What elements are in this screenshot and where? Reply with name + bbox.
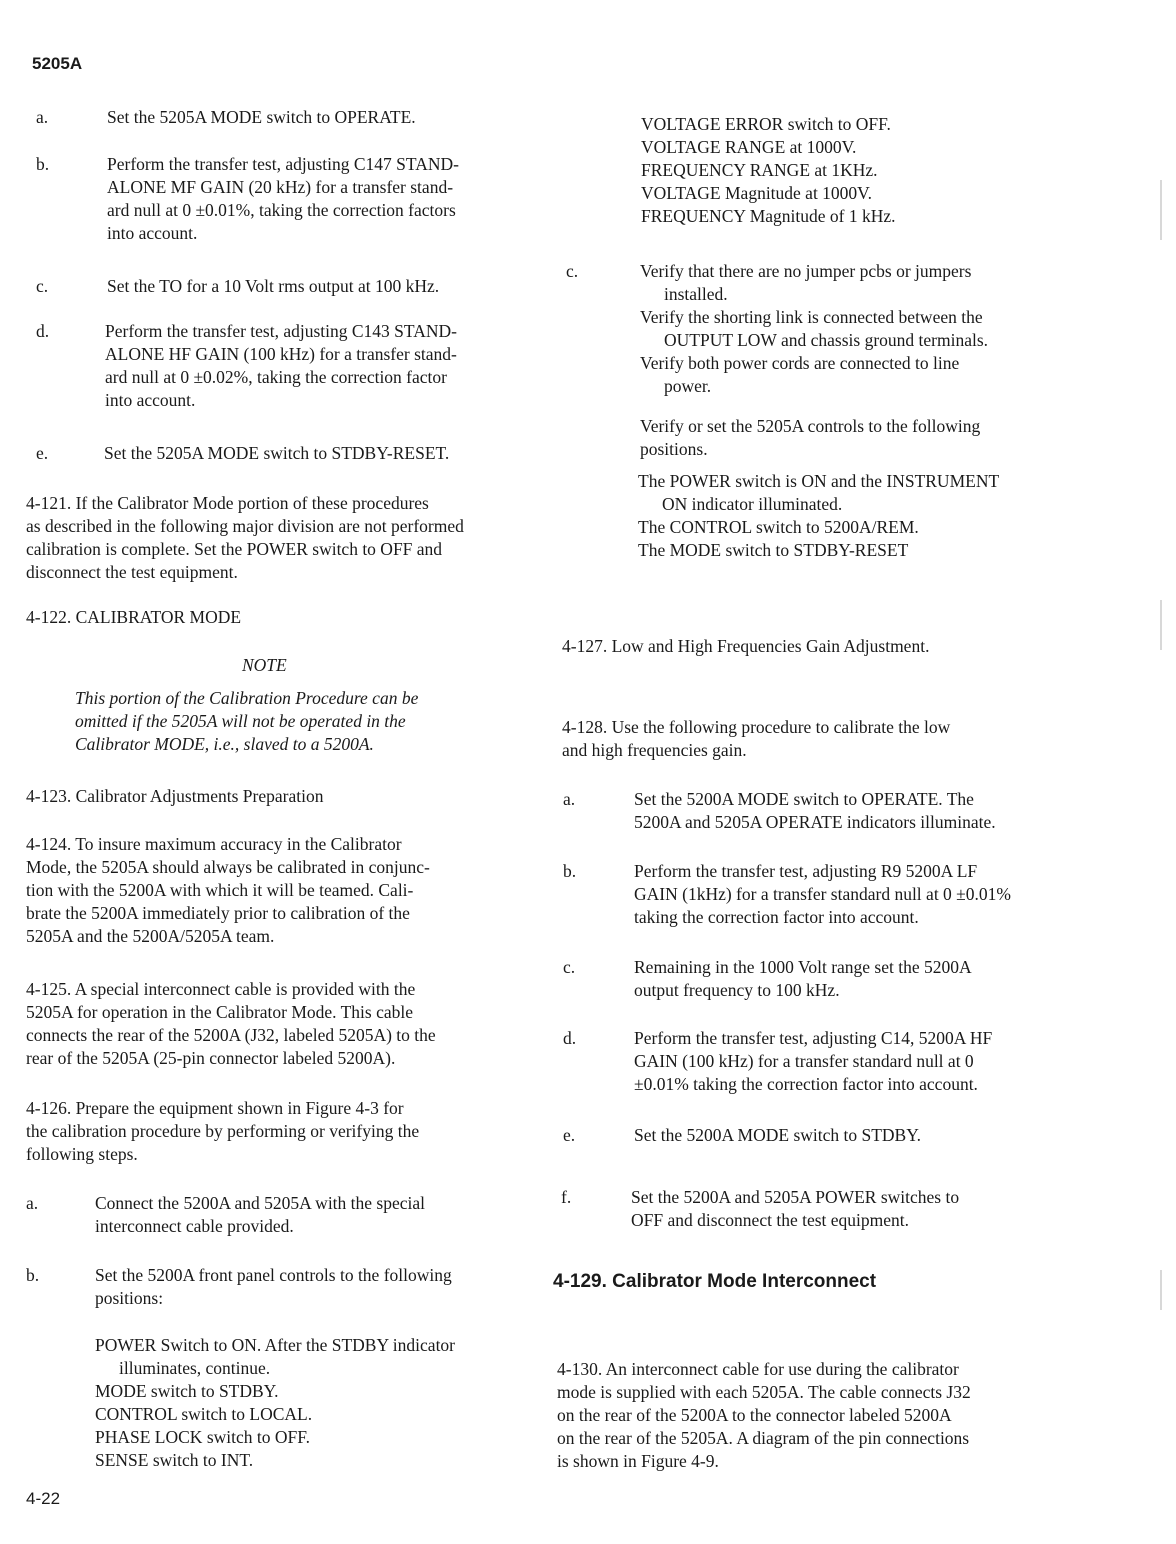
step-text: Perform the transfer test, adjusting C14, 5200A HF xyxy=(634,1028,993,1048)
section-heading-4-129: 4-129. Calibrator Mode Interconnect xyxy=(553,1271,877,1292)
list-item xyxy=(36,442,536,468)
step-text: Set the 5200A front panel controls to the following xyxy=(95,1265,452,1285)
step-label: d. xyxy=(563,1028,577,1048)
list-item xyxy=(36,320,536,415)
step-text: interconnect cable provided. xyxy=(95,1216,294,1236)
list-item xyxy=(561,1186,1061,1236)
step-label: b. xyxy=(36,154,50,174)
step-text: taking the correction factor into account. xyxy=(634,907,919,927)
verify-list: Verify that there are no jumper pcbs or jumpers installed. Verify the shorting link is connected between the OUTPUT LOW and chassis ground terminals. Verify both power cords are connected to line power. xyxy=(640,261,989,396)
scan-edge-mark xyxy=(1160,600,1162,650)
step-text: positions: xyxy=(95,1288,164,1308)
section-heading-4-127: 4-127. Low and High Frequencies Gain Adjustment. xyxy=(562,636,930,656)
step-label: c. xyxy=(563,957,576,977)
step-label: d. xyxy=(36,321,50,341)
step-text: Set the 5200A MODE switch to OPERATE. The xyxy=(634,789,974,809)
note-title: NOTE xyxy=(242,655,287,675)
step-label: b. xyxy=(26,1265,40,1285)
list-item xyxy=(26,1192,536,1242)
step-label: a. xyxy=(26,1193,39,1213)
step-text: GAIN (1kHz) for a transfer standard null at 0 ±0.01% xyxy=(634,884,1011,904)
step-text: ard null at 0 ±0.02%, taking the correction factor xyxy=(105,367,447,387)
list-item xyxy=(36,106,536,132)
settings-list: VOLTAGE ERROR switch to OFF. VOLTAGE RANGE at 1000V. FREQUENCY RANGE at 1KHz. VOLTAGE Magnitude at 1000V. FREQUENCY Magnitude of 1 kHz. xyxy=(641,114,896,226)
step-text: ALONE HF GAIN (100 kHz) for a transfer stand- xyxy=(105,344,457,364)
step-label: a. xyxy=(36,107,49,127)
list-item xyxy=(563,788,1063,838)
step-text: output frequency to 100 kHz. xyxy=(634,980,840,1000)
verify-controls: Verify or set the 5205A controls to the following positions. xyxy=(640,416,981,459)
step-text: Set the 5200A MODE switch to STDBY. xyxy=(634,1125,921,1145)
step-label: a. xyxy=(563,789,576,809)
step-text: Remaining in the 1000 Volt range set the 5200A xyxy=(634,957,972,977)
list-item xyxy=(563,1027,1063,1099)
list-item xyxy=(563,860,1063,932)
step-text: Set the 5200A and 5205A POWER switches to xyxy=(631,1187,960,1207)
list-item xyxy=(563,956,1063,1006)
paragraph-4-124: 4-124. To insure maximum accuracy in the Calibrator Mode, the 5205A should always be calibrated in conjunc- tion with the 5200A with which it will be teamed. Cali- brate the 5200A immediately prior to calibration of the 5205A and the 5200A/5205A team. xyxy=(26,834,430,946)
step-text: ard null at 0 ±0.01%, taking the correction factors xyxy=(107,200,456,220)
page-header-model: 5205A xyxy=(32,54,83,73)
section-heading-4-122: 4-122. CALIBRATOR MODE xyxy=(26,607,242,627)
step-label: e. xyxy=(563,1125,576,1145)
step-text: 5200A and 5205A OPERATE indicators illuminate. xyxy=(634,812,996,832)
step-text: OFF and disconnect the test equipment. xyxy=(631,1210,910,1230)
step-text: GAIN (100 kHz) for a transfer standard null at 0 xyxy=(634,1051,974,1071)
control-settings-list: POWER Switch to ON. After the STDBY indicator illuminates, continue. MODE switch to STDBY. CONTROL switch to LOCAL. PHASE LOCK switch to OFF. SENSE switch to INT. xyxy=(95,1335,456,1470)
list-item xyxy=(563,1124,1063,1150)
note-body: This portion of the Calibration Procedure can be omitted if the 5205A will not be operated in the Calibrator MODE, i.e., slaved to a 5200A. xyxy=(75,688,419,754)
step-text: into account. xyxy=(107,223,198,243)
step-label: e. xyxy=(36,443,49,463)
step-text: Set the 5205A MODE switch to STDBY-RESET. xyxy=(104,443,450,463)
step-text: Perform the transfer test, adjusting C143 STAND- xyxy=(105,321,457,341)
step-text: Set the TO for a 10 Volt rms output at 100 kHz. xyxy=(107,276,440,296)
section-heading-4-123: 4-123. Calibrator Adjustments Preparation xyxy=(26,786,324,806)
step-text: Perform the transfer test, adjusting C147 STAND- xyxy=(107,154,459,174)
paragraph-4-125: 4-125. A special interconnect cable is provided with the 5205A for operation in the Calibrator Mode. This cable connects the rear of the 5200A (J32, labeled 5205A) to the rear of the 5205A (25-pin connector labeled 5200A). xyxy=(26,979,436,1068)
list-item xyxy=(36,153,536,248)
final-positions: The POWER switch is ON and the INSTRUMENT ON indicator illuminated. The CONTROL switch to 5200A/REM. The MODE switch to STDBY-RESET xyxy=(638,471,1000,560)
step-label: c. xyxy=(566,261,579,281)
scan-edge-mark xyxy=(1160,1270,1162,1310)
step-label: c. xyxy=(36,276,49,296)
step-text: Set the 5205A MODE switch to OPERATE. xyxy=(107,107,416,127)
paragraph-4-128: 4-128. Use the following procedure to calibrate the low and high frequencies gain. xyxy=(562,717,951,760)
step-label: b. xyxy=(563,861,577,881)
scan-edge-mark xyxy=(1160,180,1162,240)
list-item xyxy=(36,275,536,301)
list-item xyxy=(26,1264,536,1314)
page-number: 4-22 xyxy=(26,1489,61,1508)
paragraph-4-121: 4-121. If the Calibrator Mode portion of these procedures as described in the following major division are not performed calibration is complete. Set the POWER switch to OFF and disconnect the test equipment. xyxy=(26,493,464,582)
paragraph-4-126: 4-126. Prepare the equipment shown in Figure 4-3 for the calibration procedure by performing or verifying the following steps. xyxy=(26,1098,420,1164)
step-text: ±0.01% taking the correction factor into account. xyxy=(634,1074,978,1094)
step-text: Connect the 5200A and 5205A with the special xyxy=(95,1193,426,1213)
paragraph-4-130: 4-130. An interconnect cable for use during the calibrator mode is supplied with each 5205A. The cable connects J32 on the rear of the 5200A to the connector labeled 5200A on the rear of the 5205A. A diagram of the pin connections is shown in Figure 4-9. xyxy=(557,1359,971,1471)
step-text: ALONE MF GAIN (20 kHz) for a transfer stand- xyxy=(107,177,454,197)
step-label: f. xyxy=(561,1187,572,1207)
step-text: into account. xyxy=(105,390,196,410)
step-text: Perform the transfer test, adjusting R9 5200A LF xyxy=(634,861,978,881)
